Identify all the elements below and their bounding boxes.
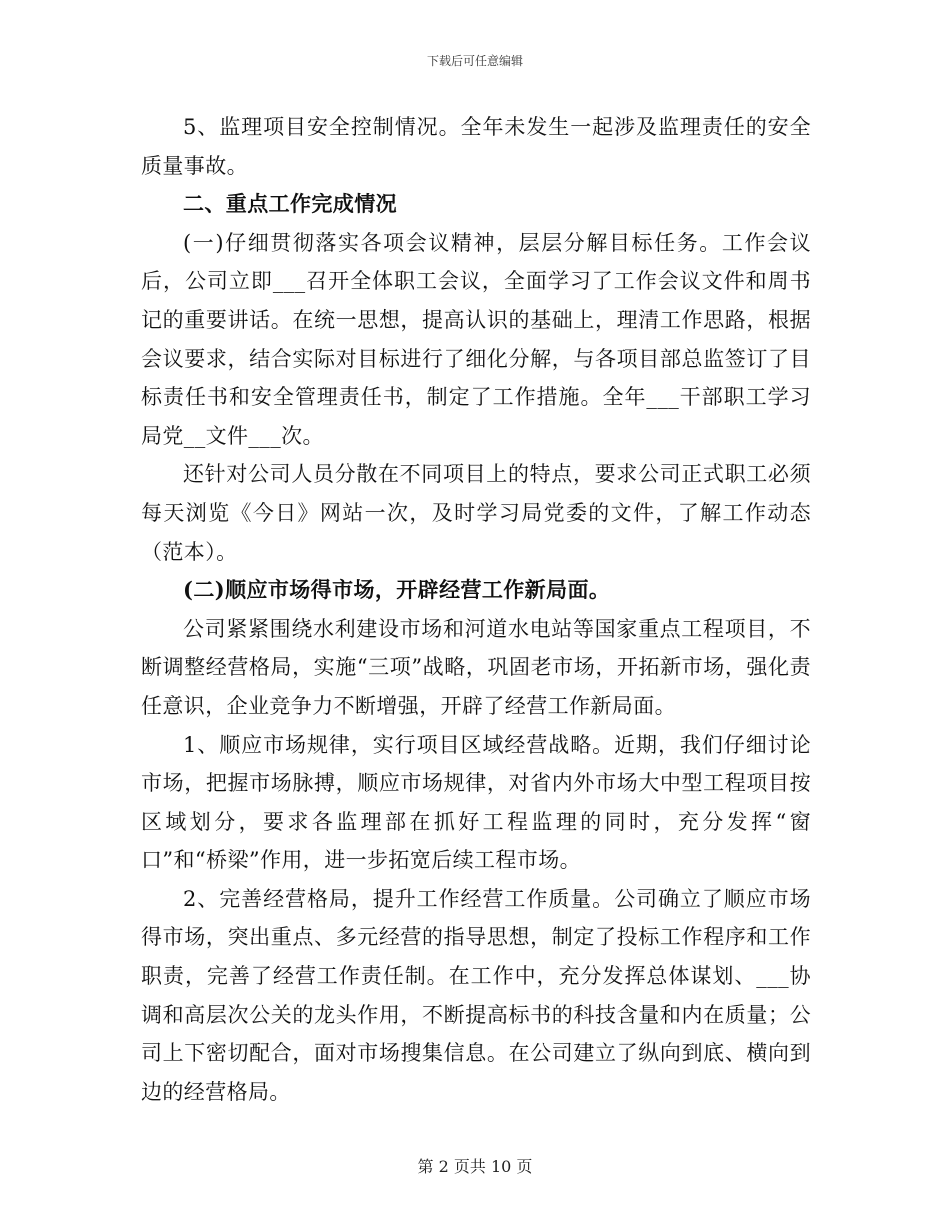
subheading-market-operations: (二)顺应市场得市场，开辟经营工作新局面。 (183, 577, 611, 603)
paragraph-website-study: 还针对公司人员分散在不同项目上的特点，要求公司正式职工必须每天浏览《今日》网站一次，及时学习局党委的文件，了解工作动态（范本）。 (141, 462, 811, 564)
paragraph-operation-quality: 2、完善经营格局，提升工作经营工作质量。公司确立了顺应市场得市场，突出重点、多元经营的指导思想，制定了投标工作程序和工作职责，完善了经营工作责任制。在工作中，充分发挥总体谋划、___协调和高层次公关的龙头作用，不断提高标书的科技含量和内在质量；公司上下密切配合，面对市场搜集信息。在公司建立了纵向到底、横向到边的经营格局。 (141, 886, 811, 1104)
paragraph-market-strategy: 公司紧紧围绕水利建设市场和河道水电站等国家重点工程项目，不断调整经营格局，实施“三项”战略，巩固老市场，开拓新市场，强化责任意识，企业竞争力不断增强，开辟了经营工作新局面。 (141, 616, 811, 718)
page-number-footer: 第 2 页共 10 页 (417, 1157, 533, 1176)
document-body (141, 108, 811, 1111)
paragraph-regional-strategy: 1、顺应市场规律，实行项目区域经营战略。近期，我们仔细讨论市场，把握市场脉搏，顺应市场规律，对省内外市场大中型工程项目按区域划分，要求各监理部在抓好工程监理的同时，充分发挥“窗口”和“桥梁”作用，进一步拓宽后续工程市场。 (141, 732, 811, 873)
page-header-note: 下载后可任意编辑 (426, 54, 523, 68)
paragraph-meeting-spirit: (一)仔细贯彻落实各项会议精神，层层分解目标任务。工作会议后，公司立即___召开全体职工会议，全面学习了工作会议文件和周书记的重要讲话。在统一思想，提高认识的基础上，理清工作思路，根据会议要求，结合实际对目标进行了细化分解，与各项目部总监签订了目标责任书和安全管理责任书，制定了工作措施。全年___干部职工学习局党__文件___次。 (141, 230, 811, 448)
paragraph-safety-control: 5、监理项目安全控制情况。全年未发生一起涉及监理责任的安全质量事故。 (141, 115, 811, 178)
section-heading-key-work: 二、重点工作完成情况 (183, 191, 397, 217)
